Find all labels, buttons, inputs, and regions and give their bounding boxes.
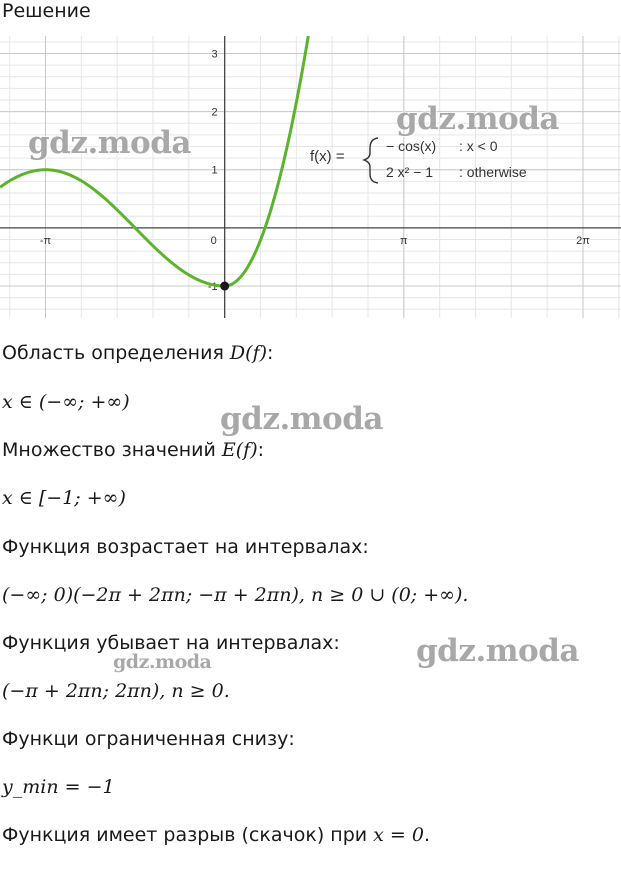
line-increasing-heading: Функция возрастает на интервалах: bbox=[2, 536, 369, 558]
x-tick-label: -π bbox=[39, 234, 52, 247]
line-range-value: x ∈ [−1; +∞) bbox=[2, 487, 126, 509]
watermark: gdz.moda bbox=[220, 401, 383, 437]
axes bbox=[0, 36, 621, 318]
line-decreasing-heading: Функция убывает на интервалах: bbox=[2, 632, 340, 654]
line-increasing-value: (−∞; 0)(−2π + 2πn; −π + 2πn), n ≥ 0 ∪ (0; +∞). bbox=[2, 584, 469, 606]
page-title: Решение bbox=[2, 0, 91, 22]
x-tick-label: π bbox=[400, 234, 408, 247]
line-discontinuity: Функция имеет разрыв (скачок) при x = 0. bbox=[2, 824, 431, 846]
curve-parabola bbox=[225, 36, 309, 286]
grid-lines bbox=[0, 36, 621, 318]
watermark: gdz.moda bbox=[396, 101, 559, 137]
x-tick-label: 2π bbox=[576, 234, 590, 247]
watermark: gdz.moda bbox=[416, 633, 579, 669]
line-ymin-value: y_min = −1 bbox=[2, 776, 115, 798]
y-tick-label: 2 bbox=[211, 106, 218, 119]
piece2-cond: : otherwise bbox=[459, 164, 527, 180]
y-tick-label: -1 bbox=[207, 281, 218, 294]
piece1-cond: : x < 0 bbox=[459, 138, 498, 154]
x-tick-label: 0 bbox=[210, 234, 217, 247]
minimum-point bbox=[220, 282, 229, 291]
line-domain-value: x ∈ (−∞; +∞) bbox=[2, 391, 130, 413]
piece1-expr: − cos(x) bbox=[386, 138, 437, 154]
watermark: gdz.moda bbox=[113, 651, 212, 673]
watermark: gdz.moda bbox=[28, 125, 191, 161]
function-definition bbox=[310, 138, 527, 183]
line-bounded-heading: Функци ограниченная снизу: bbox=[2, 728, 295, 750]
y-tick-label: 1 bbox=[211, 164, 218, 177]
function-graph bbox=[0, 36, 621, 318]
piece2-expr: 2 x² − 1 bbox=[386, 164, 434, 180]
function-label: f(x) = bbox=[310, 148, 345, 165]
y-tick-label: 3 bbox=[211, 48, 218, 61]
line-domain-heading: Область определения D(f): bbox=[2, 342, 274, 364]
line-decreasing-value: (−π + 2πn; 2πn), n ≥ 0. bbox=[2, 680, 230, 702]
brace bbox=[364, 138, 378, 183]
line-range-heading: Множество значений E(f): bbox=[2, 439, 265, 461]
